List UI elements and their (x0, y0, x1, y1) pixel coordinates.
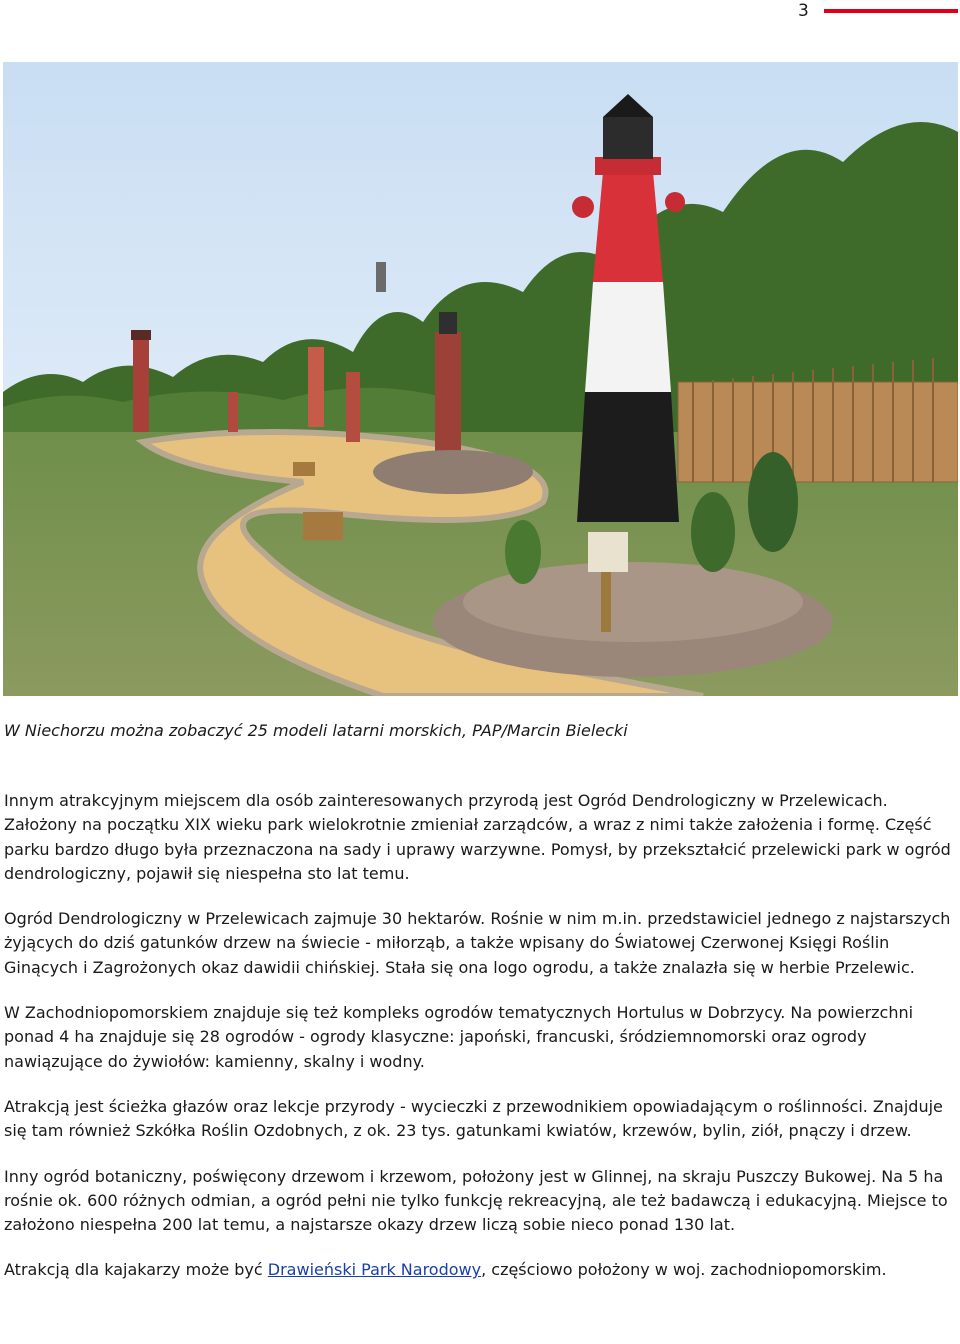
paragraph-kayaking (4, 1258, 959, 1282)
paragraph-przelewice-garden: Ogród Dendrologiczny w Przelewicach zajmuje 30 hektarów. Rośnie w nim m.in. przedstawiciel jednego z najstarszych żyjących do dziś gatunków drzew na świecie - miłorząb, a także wpisany do Światowej Czerwonej Księgi Roślin Ginących i Zagrożonych okaz dawidii chińskiej. Stała się ona logo ogrodu, a także znalazła się w herbie Przelewic. (4, 909, 951, 977)
page-number: 3 (798, 1, 809, 21)
paragraph-hortulus: W Zachodniopomorskiem znajduje się też kompleks ogrodów tematycznych Hortulus w Dobrzycy. Na powierzchni ponad 4 ha znajduje się 28 ogrodów - ogrody klasyczne: japoński, francuski, śródziemnomorski oraz ogrody nawiązujące do żywiołów: kamienny, skalny i wodny. (4, 1003, 914, 1071)
header-accent-rule (824, 9, 958, 13)
drawienski-park-link[interactable]: Drawieński Park Narodowy (267, 1260, 482, 1280)
kayaking-text-before: Atrakcją dla kajakarzy może być (4, 1260, 268, 1280)
paragraph-hortulus-attractions: Atrakcją jest ścieżka głazów oraz lekcje przyrody - wycieczki z przewodnikiem opowiadającym o roślinności. Znajduje się tam również Szkółka Roślin Ozdobnych, z ok. 23 tys. gatunkami kwiatów, krzewów, bylin, ziół, pnączy i drzew. (4, 1096, 943, 1141)
photo-caption: W Niechorzu można zobaczyć 25 modeli latarni morskich, PAP/Marcin Bielecki (4, 721, 628, 740)
paragraph-przelewice-history: Innym atrakcyjnym miejscem dla osób zainteresowanych przyrodą jest Ogród Dendrologiczny w Przelewicach. Założony na początku XIX wieku park wielokrotnie zmieniał zarządców, a wraz z nimi także założenia i formę. Część parku bardzo długo była przeznaczona na sady i uprawy warzywne. Pomysł, by przekształcić przelewicki park w ogród dendrologiczny, pojawił się niespełna sto lat temu. (4, 791, 951, 883)
paragraph-glinna: Inny ogród botaniczny, poświęcony drzewom i krzewom, położony jest w Glinnej, na skraju Puszczy Bukowej. Na 5 ha rośnie ok. 600 różnych odmian, a ogród pełni nie tylko funkcję rekreacyjną, ale też badawczą i edukacyjną. Miejsce to założono niespełna 200 lat temu, a najstarsze okazy drzew liczą sobie nieco ponad 130 lat. (4, 1166, 948, 1235)
lighthouse-park-photo (3, 62, 958, 696)
article-body (4, 789, 959, 1304)
kayaking-text-after: , częściowo położony w woj. zachodniopomorskim. (481, 1260, 887, 1280)
